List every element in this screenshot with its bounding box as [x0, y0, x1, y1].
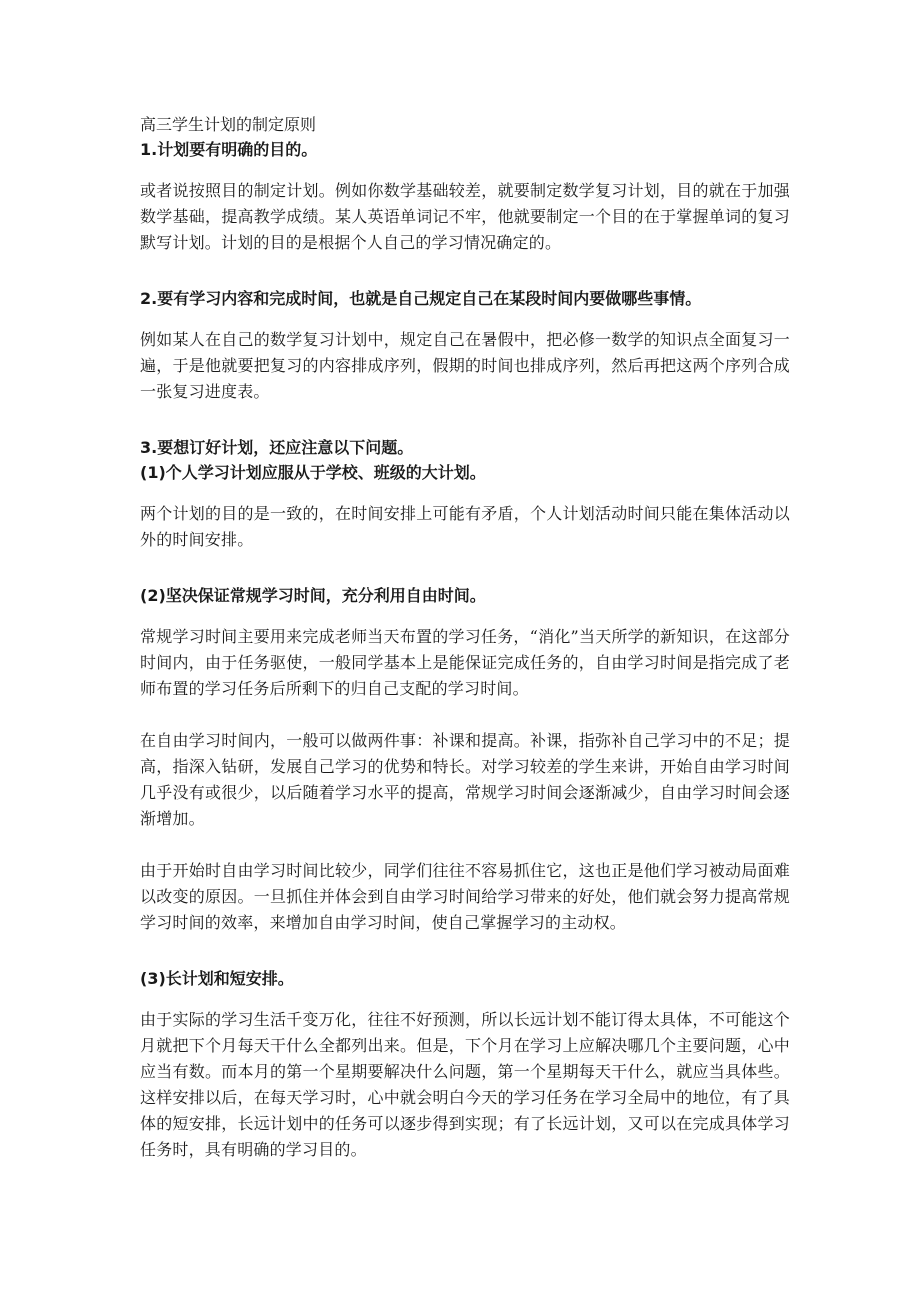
- subsection-3-paragraph: 由于实际的学习生活千变万化，往往不好预测，所以长远计划不能订得太具体，不可能这个月就把下个月每天干什么全都列出来。但是，下个月在学习上应解决哪几个主要问题，心中应当有数。而本月的第一个星期要解决什么问题，第一个星期每天干什么，就应当具体些。这样安排以后，在每天学习时，心中就会明白今天的学习任务在学习全局中的地位，有了具体的短安排，长远计划中的任务可以逐步得到实现；有了长远计划，又可以在完成具体学习任务时，具有明确的学习目的。: [140, 1010, 790, 1159]
- document-title: 高三学生计划的制定原则: [140, 115, 317, 134]
- subsection-2-paragraph-1: 常规学习时间主要用来完成老师当天布置的学习任务，“消化”当天所学的新知识，在这部分时间内，由于任务驱使，一般同学基本上是能保证完成任务的，自由学习时间是指完成了老师布置的学习任务后所剩下的归自己支配的学习时间。: [140, 627, 790, 698]
- section-3-heading: 3.要想订好计划，还应注意以下问题。: [140, 438, 414, 457]
- subsection-3-heading: (3)长计划和短安排。: [140, 969, 294, 988]
- section-2-paragraph: 例如某人在自己的数学复习计划中，规定自己在暑假中，把必修一数学的知识点全面复习一遍，于是他就要把复习的内容排成序列，假期的时间也排成序列，然后再把这两个序列合成一张复习进度表。: [140, 330, 790, 401]
- section-3-subheading-1: (1)个人学习计划应服从于学校、班级的大计划。: [140, 463, 486, 482]
- subsection-2-paragraph-3: 由于开始时自由学习时间比较少，同学们往往不容易抓住它，这也正是他们学习被动局面难以改变的原因。一旦抓住并体会到自由学习时间给学习带来的好处，他们就会努力提高常规学习时间的效率，来增加自由学习时间，使自己掌握学习的主动权。: [140, 861, 790, 932]
- section-1-paragraph: 或者说按照目的制定计划。例如你数学基础较差，就要制定数学复习计划，目的就在于加强数学基础，提高教学成绩。某人英语单词记不牢，他就要制定一个目的在于掌握单词的复习默写计划。计划的目的是根据个人自己的学习情况确定的。: [140, 181, 790, 252]
- document-page: [140, 112, 790, 1163]
- section-1-heading: 1.计划要有明确的目的。: [140, 140, 318, 159]
- section-3-paragraph: 两个计划的目的是一致的，在时间安排上可能有矛盾，个人计划活动时间只能在集体活动以外的时间安排。: [140, 504, 790, 549]
- subsection-2-paragraph-2: 在自由学习时间内，一般可以做两件事：补课和提高。补课，指弥补自己学习中的不足；提高，指深入钻研，发展自己学习的优势和特长。对学习较差的学生来讲，开始自由学习时间几乎没有或很少，以后随着学习水平的提高，常规学习时间会逐渐减少，自由学习时间会逐渐增加。: [140, 731, 790, 828]
- section-2-heading: 2.要有学习内容和完成时间，也就是自己规定自己在某段时间内要做哪些事情。: [140, 289, 702, 308]
- subsection-2-heading: (2)坚决保证常规学习时间，充分利用自由时间。: [140, 586, 486, 605]
